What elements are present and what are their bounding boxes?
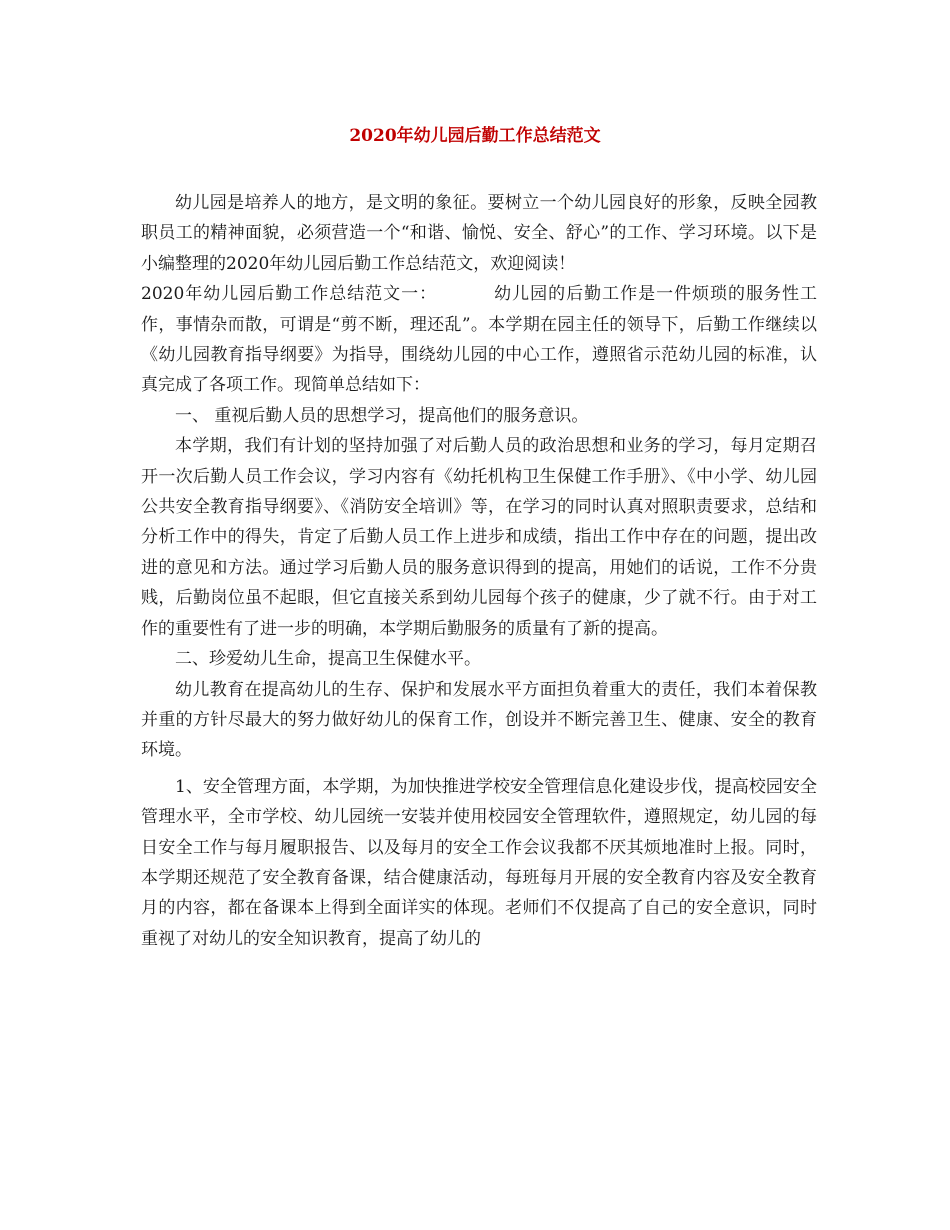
document-title: 2020年幼儿园后勤工作总结范文	[349, 126, 601, 146]
intro-paragraph: 幼儿园是培养人的地方，是文明的象征。要树立一个幼儿园良好的形象，反映全园教职员工的精神面貌，必须营造一个“和谐、愉悦、安全、舒心”的工作、学习环境。以下是小编整理的2020年幼儿园后勤工作总结范文，欢迎阅读！	[141, 193, 817, 274]
sample-label: 2020年幼儿园后勤工作总结范文一：	[141, 284, 438, 305]
section2-body: 幼儿教育在提高幼儿的生存、保护和发展水平方面担负着重大的责任，我们本着保教并重的方针尽最大的努力做好幼儿的保育工作，创设并不断完善卫生、健康、安全的教育环境。	[141, 679, 817, 761]
section2-heading: 二、珍爱幼儿生命，提高卫生保健水平。	[175, 649, 481, 670]
sample-opening: 幼儿园的后勤工作是一件烦琐的服务性工作，事情杂而散，可谓是“剪不断，理还乱”。本学期在园主任的领导下，后勤工作继续以《幼儿园教育指导纲要》为指导，围绕幼儿园的中心工作，遵照省示范幼儿园的标准，认真完成了各项工作。现简单总结如下：	[141, 284, 818, 396]
section1-heading: 一、 重视后勤人员的思想学习，提高他们的服务意识。	[175, 405, 589, 426]
section1-body: 本学期，我们有计划的坚持加强了对后勤人员的政治思想和业务的学习，每月定期召开一次后勤人员工作会议，学习内容有《幼托机构卫生保健工作手册》、《中小学、幼儿园公共安全教育指导纲要》、《消防安全培训》等，在学习的同时认真对照职责要求，总结和分析工作中的得失，肯定了后勤人员工作上进步和成绩，指出工作中存在的问题，提出改进的意见和方法。通过学习后勤人员的服务意识得到的提高，用她们的话说，工作不分贵贱，后勤岗位虽不起眼，但它直接关系到幼儿园每个孩子的健康，少了就不行。由于对工作的重要性有了进一步的明确，本学期后勤服务的质量有了新的提高。	[141, 436, 817, 639]
document-body	[141, 188, 817, 954]
section2-item1: 1、安全管理方面，本学期，为加快推进学校安全管理信息化建设步伐，提高校园安全管理水平，全市学校、幼儿园统一安装并使用校园安全管理软件，遵照规定，幼儿园的每日安全工作与每月履职报告、以及每月的安全工作会议我都不厌其烦地准时上报。同时，本学期还规范了安全教育备课，结合健康活动，每班每月开展的安全教育内容及安全教育月的内容，都在备课本上得到全面详实的体现。老师们不仅提高了自己的安全意识，同时重视了对幼儿的安全知识教育，提高了幼儿的	[141, 776, 817, 949]
sample-paragraph	[141, 279, 817, 401]
